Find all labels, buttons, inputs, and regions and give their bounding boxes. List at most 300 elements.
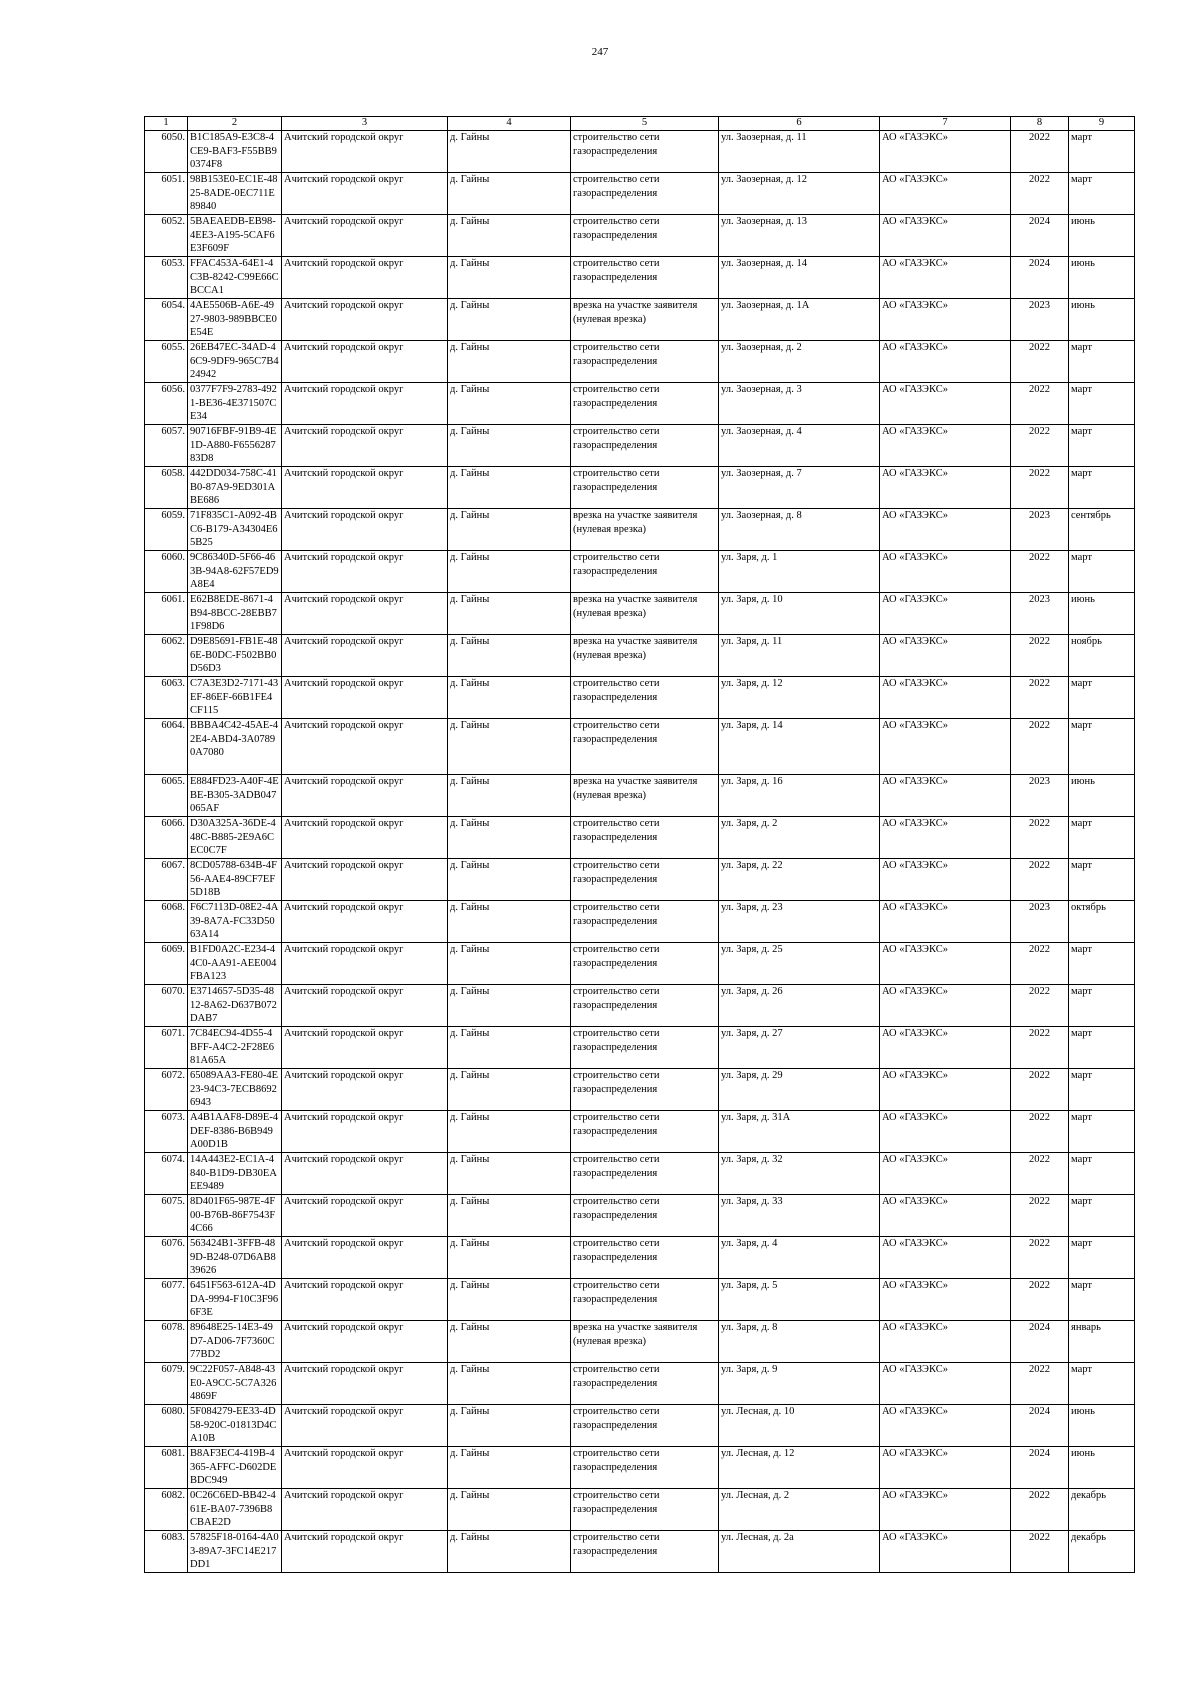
cell-work-type: строительство сети газораспределения <box>571 257 719 299</box>
cell-municipality: Ачитский городской округ <box>282 677 448 719</box>
cell-object-id: 9C86340D-5F66-463B-94A8-62F57ED9A8E4 <box>188 551 282 593</box>
cell-municipality: Ачитский городской округ <box>282 257 448 299</box>
cell-row-number: 6068. <box>145 901 188 943</box>
cell-settlement: д. Гайны <box>448 1531 571 1573</box>
cell-year: 2024 <box>1011 257 1069 299</box>
cell-year: 2023 <box>1011 775 1069 817</box>
cell-executor: АО «ГАЗЭКС» <box>880 943 1011 985</box>
cell-object-id: 0C26C6ED-BB42-461E-BA07-7396B8CBAE2D <box>188 1489 282 1531</box>
cell-executor: АО «ГАЗЭКС» <box>880 425 1011 467</box>
cell-object-id: C7A3E3D2-7171-43EF-86EF-66B1FE4CF115 <box>188 677 282 719</box>
cell-object-id: 71F835C1-A092-4BC6-B179-A34304E65B25 <box>188 509 282 551</box>
table-row <box>145 173 1135 215</box>
cell-row-number: 6070. <box>145 985 188 1027</box>
table-row <box>145 719 1135 775</box>
cell-row-number: 6063. <box>145 677 188 719</box>
cell-municipality: Ачитский городской округ <box>282 859 448 901</box>
cell-month: июнь <box>1069 1405 1135 1447</box>
cell-work-type: строительство сети газораспределения <box>571 1447 719 1489</box>
cell-month: март <box>1069 1027 1135 1069</box>
cell-executor: АО «ГАЗЭКС» <box>880 1321 1011 1363</box>
cell-executor: АО «ГАЗЭКС» <box>880 859 1011 901</box>
cell-month: март <box>1069 943 1135 985</box>
table-row <box>145 1069 1135 1111</box>
cell-work-type: строительство сети газораспределения <box>571 1363 719 1405</box>
table-row <box>145 677 1135 719</box>
table-row <box>145 383 1135 425</box>
cell-row-number: 6069. <box>145 943 188 985</box>
cell-address: ул. Заря, д. 8 <box>719 1321 880 1363</box>
cell-row-number: 6052. <box>145 215 188 257</box>
cell-year: 2022 <box>1011 719 1069 775</box>
cell-address: ул. Заря, д. 26 <box>719 985 880 1027</box>
cell-municipality: Ачитский городской округ <box>282 131 448 173</box>
cell-object-id: E884FD23-A40F-4EBE-B305-3ADB047065AF <box>188 775 282 817</box>
cell-work-type: строительство сети газораспределения <box>571 467 719 509</box>
table-body <box>145 131 1135 1573</box>
cell-municipality: Ачитский городской округ <box>282 1489 448 1531</box>
cell-row-number: 6071. <box>145 1027 188 1069</box>
cell-year: 2022 <box>1011 859 1069 901</box>
table-row <box>145 1363 1135 1405</box>
cell-object-id: A4B1AAF8-D89E-4DEF-8386-B6B949A00D1B <box>188 1111 282 1153</box>
cell-year: 2024 <box>1011 1447 1069 1489</box>
cell-row-number: 6074. <box>145 1153 188 1195</box>
cell-executor: АО «ГАЗЭКС» <box>880 775 1011 817</box>
cell-month: март <box>1069 719 1135 775</box>
cell-object-id: FFAC453A-64E1-4C3B-8242-C99E66CBCCA1 <box>188 257 282 299</box>
table-row <box>145 1279 1135 1321</box>
cell-month: июнь <box>1069 299 1135 341</box>
cell-year: 2022 <box>1011 1153 1069 1195</box>
cell-work-type: строительство сети газораспределения <box>571 1237 719 1279</box>
cell-settlement: д. Гайны <box>448 299 571 341</box>
cell-settlement: д. Гайны <box>448 943 571 985</box>
cell-month: март <box>1069 1195 1135 1237</box>
cell-municipality: Ачитский городской округ <box>282 299 448 341</box>
cell-work-type: врезка на участке заявителя (нулевая врезка) <box>571 775 719 817</box>
cell-row-number: 6077. <box>145 1279 188 1321</box>
cell-row-number: 6082. <box>145 1489 188 1531</box>
cell-month: март <box>1069 985 1135 1027</box>
table-row <box>145 341 1135 383</box>
cell-year: 2022 <box>1011 425 1069 467</box>
cell-work-type: врезка на участке заявителя (нулевая врезка) <box>571 1321 719 1363</box>
cell-row-number: 6060. <box>145 551 188 593</box>
cell-work-type: строительство сети газораспределения <box>571 551 719 593</box>
table-row <box>145 1027 1135 1069</box>
cell-executor: АО «ГАЗЭКС» <box>880 1237 1011 1279</box>
table-row <box>145 1405 1135 1447</box>
cell-settlement: д. Гайны <box>448 1447 571 1489</box>
cell-municipality: Ачитский городской округ <box>282 1531 448 1573</box>
table-row <box>145 859 1135 901</box>
cell-work-type: строительство сети газораспределения <box>571 383 719 425</box>
cell-month: март <box>1069 131 1135 173</box>
cell-object-id: B1C185A9-E3C8-4CE9-BAF3-F55BB90374F8 <box>188 131 282 173</box>
cell-municipality: Ачитский городской округ <box>282 467 448 509</box>
table-header-row <box>145 117 1135 131</box>
cell-executor: АО «ГАЗЭКС» <box>880 341 1011 383</box>
cell-row-number: 6056. <box>145 383 188 425</box>
cell-year: 2023 <box>1011 299 1069 341</box>
cell-municipality: Ачитский городской округ <box>282 383 448 425</box>
cell-settlement: д. Гайны <box>448 257 571 299</box>
cell-work-type: строительство сети газораспределения <box>571 341 719 383</box>
table-row <box>145 985 1135 1027</box>
cell-work-type: врезка на участке заявителя (нулевая врезка) <box>571 635 719 677</box>
cell-address: ул. Заря, д. 16 <box>719 775 880 817</box>
cell-municipality: Ачитский городской округ <box>282 901 448 943</box>
cell-year: 2023 <box>1011 509 1069 551</box>
cell-municipality: Ачитский городской округ <box>282 985 448 1027</box>
column-header: 8 <box>1011 117 1069 131</box>
column-header: 5 <box>571 117 719 131</box>
cell-settlement: д. Гайны <box>448 1489 571 1531</box>
cell-object-id: 14A443E2-EC1A-4840-B1D9-DB30EAEE9489 <box>188 1153 282 1195</box>
cell-object-id: BBBA4C42-45AE-42E4-ABD4-3A07890A7080 <box>188 719 282 775</box>
cell-row-number: 6053. <box>145 257 188 299</box>
cell-year: 2022 <box>1011 677 1069 719</box>
column-header: 4 <box>448 117 571 131</box>
cell-month: октябрь <box>1069 901 1135 943</box>
cell-year: 2024 <box>1011 1321 1069 1363</box>
cell-settlement: д. Гайны <box>448 1195 571 1237</box>
cell-month: июнь <box>1069 593 1135 635</box>
cell-executor: АО «ГАЗЭКС» <box>880 131 1011 173</box>
cell-address: ул. Лесная, д. 12 <box>719 1447 880 1489</box>
cell-month: июнь <box>1069 1447 1135 1489</box>
cell-work-type: строительство сети газораспределения <box>571 859 719 901</box>
table-row <box>145 817 1135 859</box>
cell-address: ул. Заозерная, д. 7 <box>719 467 880 509</box>
cell-settlement: д. Гайны <box>448 859 571 901</box>
cell-month: март <box>1069 1153 1135 1195</box>
cell-executor: АО «ГАЗЭКС» <box>880 1069 1011 1111</box>
cell-address: ул. Заозерная, д. 12 <box>719 173 880 215</box>
cell-municipality: Ачитский городской округ <box>282 775 448 817</box>
cell-executor: АО «ГАЗЭКС» <box>880 635 1011 677</box>
cell-year: 2022 <box>1011 551 1069 593</box>
column-header: 7 <box>880 117 1011 131</box>
cell-settlement: д. Гайны <box>448 173 571 215</box>
cell-municipality: Ачитский городской округ <box>282 425 448 467</box>
cell-year: 2022 <box>1011 1111 1069 1153</box>
cell-work-type: строительство сети газораспределения <box>571 425 719 467</box>
table-row <box>145 509 1135 551</box>
column-header: 9 <box>1069 117 1135 131</box>
table-row <box>145 257 1135 299</box>
cell-address: ул. Заозерная, д. 2 <box>719 341 880 383</box>
cell-year: 2022 <box>1011 131 1069 173</box>
cell-municipality: Ачитский городской округ <box>282 719 448 775</box>
table-row <box>145 131 1135 173</box>
cell-month: март <box>1069 1111 1135 1153</box>
cell-object-id: 90716FBF-91B9-4E1D-A880-F655628783D8 <box>188 425 282 467</box>
cell-address: ул. Заря, д. 11 <box>719 635 880 677</box>
cell-month: март <box>1069 1237 1135 1279</box>
cell-settlement: д. Гайны <box>448 509 571 551</box>
cell-object-id: E62B8EDE-8671-4B94-8BCC-28EBB71F98D6 <box>188 593 282 635</box>
cell-object-id: 8D401F65-987E-4F00-B76B-86F7543F4C66 <box>188 1195 282 1237</box>
cell-executor: АО «ГАЗЭКС» <box>880 985 1011 1027</box>
cell-address: ул. Заозерная, д. 4 <box>719 425 880 467</box>
table-row <box>145 1237 1135 1279</box>
cell-executor: АО «ГАЗЭКС» <box>880 1489 1011 1531</box>
table-row <box>145 635 1135 677</box>
cell-year: 2024 <box>1011 215 1069 257</box>
cell-address: ул. Заря, д. 14 <box>719 719 880 775</box>
table-row <box>145 775 1135 817</box>
cell-address: ул. Заозерная, д. 1А <box>719 299 880 341</box>
cell-row-number: 6078. <box>145 1321 188 1363</box>
cell-year: 2022 <box>1011 985 1069 1027</box>
column-header: 6 <box>719 117 880 131</box>
cell-month: март <box>1069 551 1135 593</box>
cell-address: ул. Лесная, д. 2 <box>719 1489 880 1531</box>
cell-address: ул. Заозерная, д. 13 <box>719 215 880 257</box>
cell-work-type: врезка на участке заявителя (нулевая врезка) <box>571 299 719 341</box>
cell-year: 2022 <box>1011 1531 1069 1573</box>
cell-address: ул. Заря, д. 29 <box>719 1069 880 1111</box>
cell-month: декабрь <box>1069 1489 1135 1531</box>
cell-settlement: д. Гайны <box>448 775 571 817</box>
cell-work-type: строительство сети газораспределения <box>571 901 719 943</box>
cell-work-type: врезка на участке заявителя (нулевая врезка) <box>571 509 719 551</box>
cell-address: ул. Заря, д. 9 <box>719 1363 880 1405</box>
table-row <box>145 551 1135 593</box>
register-table <box>144 116 1135 1573</box>
cell-executor: АО «ГАЗЭКС» <box>880 1405 1011 1447</box>
cell-year: 2022 <box>1011 1237 1069 1279</box>
cell-work-type: строительство сети газораспределения <box>571 1069 719 1111</box>
cell-row-number: 6076. <box>145 1237 188 1279</box>
cell-municipality: Ачитский городской округ <box>282 1153 448 1195</box>
cell-address: ул. Заря, д. 23 <box>719 901 880 943</box>
cell-address: ул. Лесная, д. 10 <box>719 1405 880 1447</box>
cell-settlement: д. Гайны <box>448 1237 571 1279</box>
cell-settlement: д. Гайны <box>448 1279 571 1321</box>
cell-address: ул. Заозерная, д. 14 <box>719 257 880 299</box>
cell-object-id: 563424B1-3FFB-489D-B248-07D6AB839626 <box>188 1237 282 1279</box>
cell-executor: АО «ГАЗЭКС» <box>880 1531 1011 1573</box>
cell-object-id: 5F084279-EE33-4D58-920C-01813D4CA10B <box>188 1405 282 1447</box>
cell-address: ул. Заря, д. 1 <box>719 551 880 593</box>
cell-executor: АО «ГАЗЭКС» <box>880 383 1011 425</box>
cell-month: июнь <box>1069 215 1135 257</box>
cell-work-type: строительство сети газораспределения <box>571 1027 719 1069</box>
cell-settlement: д. Гайны <box>448 1405 571 1447</box>
cell-row-number: 6051. <box>145 173 188 215</box>
cell-month: март <box>1069 173 1135 215</box>
cell-month: июнь <box>1069 257 1135 299</box>
cell-row-number: 6079. <box>145 1363 188 1405</box>
column-header: 1 <box>145 117 188 131</box>
cell-executor: АО «ГАЗЭКС» <box>880 1279 1011 1321</box>
column-header: 2 <box>188 117 282 131</box>
cell-row-number: 6057. <box>145 425 188 467</box>
cell-month: март <box>1069 1363 1135 1405</box>
cell-row-number: 6066. <box>145 817 188 859</box>
table-row <box>145 1321 1135 1363</box>
cell-municipality: Ачитский городской округ <box>282 1363 448 1405</box>
cell-row-number: 6062. <box>145 635 188 677</box>
cell-municipality: Ачитский городской округ <box>282 215 448 257</box>
cell-address: ул. Заря, д. 4 <box>719 1237 880 1279</box>
cell-object-id: 442DD034-758C-41B0-87A9-9ED301ABE686 <box>188 467 282 509</box>
cell-object-id: 89648E25-14E3-49D7-AD06-7F7360C77BD2 <box>188 1321 282 1363</box>
cell-executor: АО «ГАЗЭКС» <box>880 1363 1011 1405</box>
cell-executor: АО «ГАЗЭКС» <box>880 551 1011 593</box>
cell-settlement: д. Гайны <box>448 1153 571 1195</box>
cell-settlement: д. Гайны <box>448 1363 571 1405</box>
cell-year: 2022 <box>1011 1195 1069 1237</box>
cell-object-id: D30A325A-36DE-448C-B885-2E9A6CEC0C7F <box>188 817 282 859</box>
cell-address: ул. Заря, д. 22 <box>719 859 880 901</box>
cell-object-id: F6C7113D-08E2-4A39-8A7A-FC33D5063A14 <box>188 901 282 943</box>
cell-work-type: строительство сети газораспределения <box>571 173 719 215</box>
cell-municipality: Ачитский городской округ <box>282 1237 448 1279</box>
cell-row-number: 6050. <box>145 131 188 173</box>
cell-executor: АО «ГАЗЭКС» <box>880 1111 1011 1153</box>
cell-work-type: строительство сети газораспределения <box>571 817 719 859</box>
table-row <box>145 215 1135 257</box>
cell-address: ул. Заозерная, д. 11 <box>719 131 880 173</box>
cell-work-type: строительство сети газораспределения <box>571 1489 719 1531</box>
cell-row-number: 6075. <box>145 1195 188 1237</box>
cell-address: ул. Заря, д. 2 <box>719 817 880 859</box>
cell-executor: АО «ГАЗЭКС» <box>880 817 1011 859</box>
cell-year: 2022 <box>1011 341 1069 383</box>
cell-month: март <box>1069 1069 1135 1111</box>
cell-municipality: Ачитский городской округ <box>282 635 448 677</box>
cell-month: декабрь <box>1069 1531 1135 1573</box>
cell-row-number: 6065. <box>145 775 188 817</box>
cell-municipality: Ачитский городской округ <box>282 1111 448 1153</box>
cell-object-id: B8AF3EC4-419B-4365-AFFC-D602DEBDC949 <box>188 1447 282 1489</box>
cell-settlement: д. Гайны <box>448 635 571 677</box>
cell-settlement: д. Гайны <box>448 1321 571 1363</box>
cell-executor: АО «ГАЗЭКС» <box>880 901 1011 943</box>
cell-address: ул. Заря, д. 31А <box>719 1111 880 1153</box>
cell-work-type: строительство сети газораспределения <box>571 943 719 985</box>
cell-year: 2022 <box>1011 943 1069 985</box>
cell-municipality: Ачитский городской округ <box>282 943 448 985</box>
cell-settlement: д. Гайны <box>448 677 571 719</box>
cell-year: 2022 <box>1011 467 1069 509</box>
cell-month: март <box>1069 1279 1135 1321</box>
cell-month: июнь <box>1069 775 1135 817</box>
cell-row-number: 6061. <box>145 593 188 635</box>
cell-row-number: 6073. <box>145 1111 188 1153</box>
cell-year: 2022 <box>1011 1069 1069 1111</box>
cell-address: ул. Заря, д. 5 <box>719 1279 880 1321</box>
cell-object-id: 98B153E0-EC1E-4825-8ADE-0EC711E89840 <box>188 173 282 215</box>
cell-year: 2022 <box>1011 1027 1069 1069</box>
cell-month: март <box>1069 677 1135 719</box>
table-row <box>145 1111 1135 1153</box>
cell-object-id: 57825F18-0164-4A03-89A7-3FC14E217DD1 <box>188 1531 282 1573</box>
cell-year: 2022 <box>1011 1363 1069 1405</box>
cell-municipality: Ачитский городской округ <box>282 1279 448 1321</box>
cell-work-type: строительство сети газораспределения <box>571 1153 719 1195</box>
cell-work-type: строительство сети газораспределения <box>571 677 719 719</box>
cell-settlement: д. Гайны <box>448 425 571 467</box>
cell-settlement: д. Гайны <box>448 131 571 173</box>
cell-object-id: 6451F563-612A-4DDA-9994-F10C3F966F3E <box>188 1279 282 1321</box>
cell-municipality: Ачитский городской округ <box>282 1321 448 1363</box>
cell-address: ул. Лесная, д. 2а <box>719 1531 880 1573</box>
table-row <box>145 467 1135 509</box>
cell-object-id: B1FD0A2C-E234-44C0-AA91-AEE004FBA123 <box>188 943 282 985</box>
cell-municipality: Ачитский городской округ <box>282 1027 448 1069</box>
cell-work-type: строительство сети газораспределения <box>571 985 719 1027</box>
cell-row-number: 6081. <box>145 1447 188 1489</box>
cell-row-number: 6059. <box>145 509 188 551</box>
cell-executor: АО «ГАЗЭКС» <box>880 299 1011 341</box>
cell-executor: АО «ГАЗЭКС» <box>880 215 1011 257</box>
cell-object-id: 65089AA3-FE80-4E23-94C3-7ECB86926943 <box>188 1069 282 1111</box>
cell-address: ул. Заря, д. 27 <box>719 1027 880 1069</box>
cell-work-type: врезка на участке заявителя (нулевая врезка) <box>571 593 719 635</box>
cell-executor: АО «ГАЗЭКС» <box>880 677 1011 719</box>
cell-address: ул. Заря, д. 33 <box>719 1195 880 1237</box>
cell-object-id: 8CD05788-634B-4F56-AAE4-89CF7EF5D18B <box>188 859 282 901</box>
table-row <box>145 1489 1135 1531</box>
cell-year: 2022 <box>1011 383 1069 425</box>
cell-year: 2022 <box>1011 173 1069 215</box>
cell-object-id: E3714657-5D35-4812-8A62-D637B072DAB7 <box>188 985 282 1027</box>
cell-month: январь <box>1069 1321 1135 1363</box>
cell-settlement: д. Гайны <box>448 215 571 257</box>
cell-settlement: д. Гайны <box>448 985 571 1027</box>
cell-settlement: д. Гайны <box>448 467 571 509</box>
cell-settlement: д. Гайны <box>448 817 571 859</box>
cell-address: ул. Заря, д. 25 <box>719 943 880 985</box>
table-row <box>145 1153 1135 1195</box>
cell-municipality: Ачитский городской округ <box>282 593 448 635</box>
table-row <box>145 1195 1135 1237</box>
cell-row-number: 6067. <box>145 859 188 901</box>
cell-executor: АО «ГАЗЭКС» <box>880 593 1011 635</box>
cell-month: ноябрь <box>1069 635 1135 677</box>
cell-work-type: строительство сети газораспределения <box>571 1279 719 1321</box>
cell-executor: АО «ГАЗЭКС» <box>880 719 1011 775</box>
cell-object-id: D9E85691-FB1E-486E-B0DC-F502BB0D56D3 <box>188 635 282 677</box>
cell-executor: АО «ГАЗЭКС» <box>880 1195 1011 1237</box>
cell-month: март <box>1069 859 1135 901</box>
cell-year: 2022 <box>1011 1279 1069 1321</box>
cell-work-type: строительство сети газораспределения <box>571 1531 719 1573</box>
table-row <box>145 901 1135 943</box>
cell-settlement: д. Гайны <box>448 719 571 775</box>
cell-object-id: 26EB47EC-34AD-46C9-9DF9-965C7B424942 <box>188 341 282 383</box>
cell-object-id: 7C84EC94-4D55-4BFF-A4C2-2F28E681A65A <box>188 1027 282 1069</box>
cell-row-number: 6072. <box>145 1069 188 1111</box>
cell-work-type: строительство сети газораспределения <box>571 1111 719 1153</box>
cell-month: сентябрь <box>1069 509 1135 551</box>
cell-settlement: д. Гайны <box>448 341 571 383</box>
cell-month: март <box>1069 425 1135 467</box>
cell-settlement: д. Гайны <box>448 551 571 593</box>
cell-address: ул. Заря, д. 32 <box>719 1153 880 1195</box>
cell-year: 2023 <box>1011 901 1069 943</box>
cell-executor: АО «ГАЗЭКС» <box>880 509 1011 551</box>
cell-settlement: д. Гайны <box>448 383 571 425</box>
cell-municipality: Ачитский городской округ <box>282 1447 448 1489</box>
cell-address: ул. Заозерная, д. 3 <box>719 383 880 425</box>
cell-row-number: 6083. <box>145 1531 188 1573</box>
